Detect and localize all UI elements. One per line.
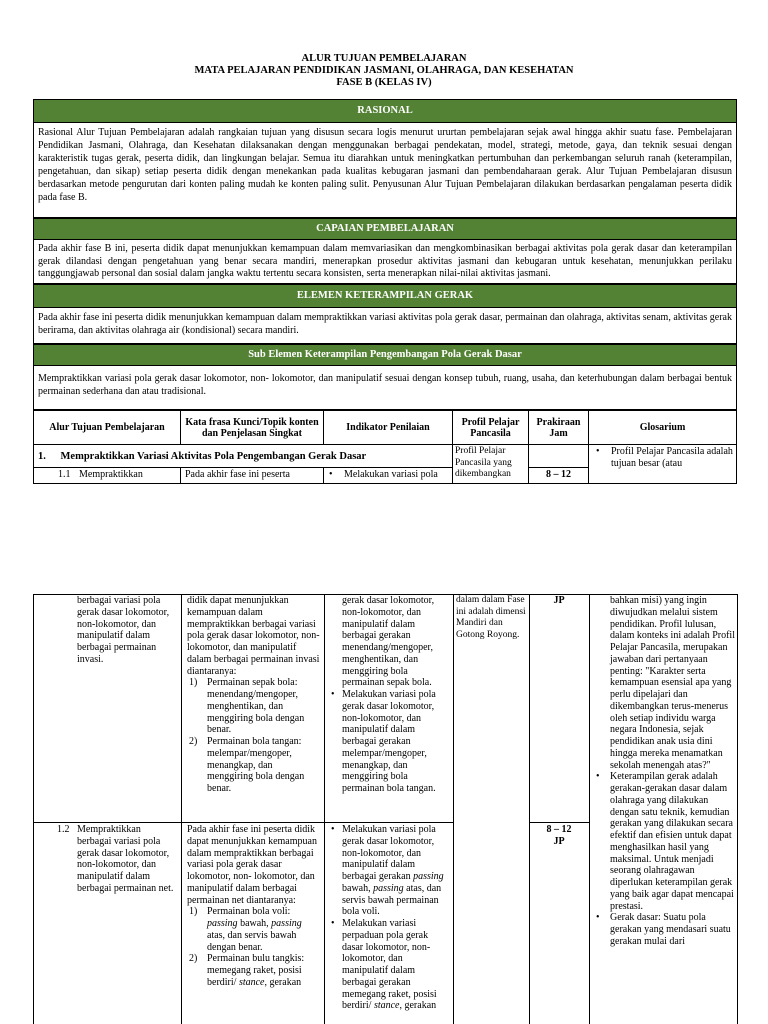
row-1-2-jam: [529, 824, 589, 848]
bullet-text: , gerakan: [399, 1000, 437, 1012]
kata-intro: Pada akhir fase ini peserta didik dapat menunjukkan kemampuan dalam mempraktikkan berbagai variasi pola gerak dasar lokomotor, non- lokomotor, dan manipulatif dalam berbagai permainan net diantaranya:: [187, 824, 317, 906]
item-number: 2): [189, 736, 198, 747]
col-line: [453, 594, 454, 1024]
item-text: atas, dan servis bawah dengan benar.: [207, 929, 297, 953]
rasional-heading: RASIONAL: [33, 99, 737, 123]
jam-range: 8 – 12: [546, 824, 572, 835]
row-number: 1.1: [58, 469, 71, 480]
row-1-1-kata-cont: [187, 595, 321, 795]
glosarium-bullet: • Profil Pelajar Pancasila adalah tujuan besar (atau: [593, 446, 734, 470]
page-2: [0, 594, 768, 1024]
col-line: [33, 594, 34, 1024]
rasional-text: Rasional Alur Tujuan Pembelajaran adalah rangkaian tujuan yang disusun secara logis menurut ururtan pembelajaran sejak awal hingga akhir suatu fase. Pembelajaran Pendidikan Jasmani, Olahraga, dan Kesehatan dilaksanakan dengan menggunakan berbagai pendekatan, model, strategi, metode, gaya, dan teknik sesuai dengan karakteristik tugas gerak, peserta didik, dan lingkungan belajar. Semua itu diarahkan untuk meningkatkan pertumbuhan dan perkembangan seluruh ranah (keterampilan, pengetahuan, dan sikap) setiap peserta didik dengan menekankan pada kualitas kebugaran jasmani dan pembendaharaan gerak. Alur Tujuan Pembelajaran disusun berdasarkan metode pengurutan dari konten paling mudah ke konten paling sulit. Penyusunan Alur Tujuan Pembelajaran dilakukan berdasarkan pengalaman peserta didik pada fase B.: [33, 123, 737, 218]
item-number: 1): [189, 677, 198, 689]
indikator-cont-text: gerak dasar lokomotor, non-lokomotor, dan manipulatif dalam berbagai gerakan menendang/mengoper, menghentikan, dan menggiring bola permainan sepak bola.: [342, 595, 435, 689]
section-number: 1.: [38, 451, 46, 462]
col-line: [529, 594, 530, 1024]
header-profil: Profil Pelajar Pancasila: [453, 410, 529, 445]
bullet-italic: passing: [413, 871, 444, 882]
bullet-text: Melakukan variasi perpaduan pola gerak dasar lokomotor, non-lokomotor, dan manipulatif dalam berbagai gerakan memegang raket, posisi berdiri/: [342, 918, 437, 1012]
bullet-text: bawah,: [342, 882, 374, 894]
kata-item: [187, 736, 321, 795]
header-prakiraan: Prakiraan Jam: [529, 410, 589, 445]
section-title: Mempraktikkan Variasi Aktivitas Pola Pengembangan Gerak Dasar: [60, 451, 367, 462]
profil-cont: dalam dalam Fase ini adalah dimensi Mandiri dan Gotong Royong.: [456, 595, 526, 640]
document-phase: FASE B (KELAS IV): [336, 77, 432, 88]
page-1: [0, 0, 768, 484]
header-kata-frasa: Kata frasa Kunci/Topik konten dan Penjelasan Singkat: [181, 410, 324, 445]
section-jam-empty: [529, 445, 589, 468]
row-1-1-jam: 8 – 12: [529, 468, 589, 484]
kata-item: [187, 953, 321, 988]
indikator-bullet: [328, 918, 450, 1012]
item-text: Permainan bola voli:: [207, 906, 291, 918]
row-1-2-kata: [187, 824, 321, 989]
section-row: [33, 445, 453, 468]
row-1-1-alur-cont: berbagai variasi pola gerak dasar lokomotor, non-lokomotor, dan manipulatif dalam berbagai permainan invasi.: [77, 595, 170, 665]
item-text: Permainan sepak bola: menendang/mengoper, menghentikan, dan menggiring bola dengan benar.: [207, 677, 305, 736]
col-line: [737, 594, 738, 1024]
item-italic: stance: [238, 976, 265, 988]
profil-start: Profil Pelajar Pancasila yang dikembangkan: [453, 445, 529, 484]
capaian-heading: CAPAIAN PEMBELAJARAN: [33, 218, 737, 240]
row-1-1-indikator-cont: [328, 595, 450, 795]
glosarium-cont-text: bahkan misi) yang ingin diwujudkan melalui sistem pendidikan. Profil lulusan, dalam konteks ini adalah Profil Pelajar Pancasila, merupakan jawaban dari pertanyaan penting: "Karakter serta kemampuan esensial apa yang perlu dipelajari dan dikembangkan terus-menerus oleh setiap individu warga negara Indonesia, sejak pendidikan anak usia dini hingga mereka menamatkan sekolah menengah atas?": [610, 595, 735, 771]
kata-item: [187, 906, 321, 953]
row-1-1-kata: Pada akhir fase ini peserta: [181, 468, 324, 484]
kata-intro: didik dapat menunjukkan kemampuan dalam mempraktikkan berbagai variasi pola gerak dasar lokomotor, non-lokomotor, dan manipulatif dalam berbagai permainan invasi diantaranya:: [187, 595, 320, 677]
row-1-2-number: 1.2: [57, 824, 70, 835]
item-text: Permainan bola tangan: melempar/mengoper, menangkap, dan menggiring bola dengan benar.: [207, 736, 305, 794]
col-line: [589, 594, 590, 1024]
bullet-italic: stance: [373, 1000, 400, 1012]
glosarium-bullet: • Keterampilan gerak adalah gerakan-gerakan dasar dalam olahraga yang dilakukan dengan satu teknik, kemudian gerakan yang dilakukan secara efektif dan efisien untuk dapat menghasilkan hasil yang maksimal. Untuk menjadi seorang olahragawan diperlukan keterampilan gerak yang baik agar dapat mencapai prestasi.: [593, 771, 736, 912]
header-indikator: Indikator Penilaian: [324, 410, 453, 445]
row-alur-text: Mempraktikkan: [79, 469, 143, 480]
elemen-heading: ELEMEN KETERAMPILAN GERAK: [33, 284, 737, 308]
bullet-italic: passing: [373, 882, 404, 894]
header-alur: Alur Tujuan Pembelajaran: [33, 410, 181, 445]
row-1-1-indikator: [324, 468, 453, 484]
row-1-1-alur: [33, 468, 181, 484]
jam-unit: JP: [553, 835, 565, 847]
row-1-2-alur: Mempraktikkan berbagai variasi pola gerak dasar lokomotor, non-lokomotor, dan manipulatif dalam berbagai permainan net.: [77, 824, 174, 894]
kata-item: [187, 677, 321, 736]
row-1-2-indikator: [328, 824, 450, 1012]
bullet-text: Melakukan variasi pola gerak dasar lokomotor, non-lokomotor, dan manipulatif dalam berbagai gerakan: [342, 824, 436, 882]
item-text: bawah,: [237, 918, 272, 929]
header-glosarium: Glosarium: [589, 410, 737, 445]
glosarium-start: [589, 445, 737, 484]
item-italic: passing: [271, 918, 302, 929]
sub-elemen-heading: Sub Elemen Keterampilan Pengembangan Pola Gerak Dasar: [33, 344, 737, 366]
glosarium-bullet: • Gerak dasar: Suatu pola gerakan yang mendasari suatu gerakan mulai dari: [593, 912, 736, 947]
row-divider: [33, 822, 454, 823]
row-1-1-jam-cont: JP: [553, 595, 565, 606]
item-text: , gerakan: [264, 976, 302, 988]
item-italic: passing: [207, 918, 238, 929]
indikator-bullet: • Melakukan variasi pola: [326, 469, 450, 481]
sub-elemen-text: Mempraktikkan variasi pola gerak dasar lokomotor, non- lokomotor, dan manipulatif sesuai dengan konsep tubuh, ruang, usaha, dan keterhubungan dalam berbagai bentuk permainan sederhana dan atau tradisional.: [33, 366, 737, 410]
document-subtitle: MATA PELAJARAN PENDIDIKAN JASMANI, OLAHRAGA, DAN KESEHATAN: [194, 65, 574, 76]
document-title: ALUR TUJUAN PEMBELAJARAN: [301, 53, 467, 64]
item-number: 1): [189, 906, 198, 918]
col-line: [181, 594, 182, 1024]
item-text: Permainan bulu tangkis: memegang raket, posisi berdiri/: [207, 953, 305, 988]
item-number: 2): [189, 953, 198, 965]
bullet-text: atas, dan servis bawah permainan bola voli.: [342, 882, 442, 918]
glosarium-cont: [593, 595, 736, 948]
indikator-bullet: [328, 824, 450, 918]
row-divider: [529, 822, 590, 823]
capaian-text: Pada akhir fase B ini, peserta didik dapat menunjukkan kemampuan dalam memvariasikan dan mengkombinasikan berbagai aktivitas pola gerak dasar dan keterampilan gerak dilandasi dengan pengetahuan yang benar secara mandiri, menerapkan prosedur aktivitas jasmani dan kebugaran untuk kesehatan, menunjukkan perilaku tanggungjawab personal dan sosial dalam jangka waktu tertentu secara konsisten, serta menerapkan nilai-nilai aktivitas jasmani.: [33, 240, 737, 284]
elemen-text: Pada akhir fase ini peserta didik menunjukkan kemampuan dalam mempraktikkan variasi aktivitas pola gerak dasar, permainan dan olahraga, aktivitas senam, aktivitas gerak berirama, dan aktivitas olahraga air (kondisional) secara mandiri.: [33, 308, 737, 344]
col-line: [324, 594, 325, 1024]
indikator-bullet: • Melakukan variasi pola gerak dasar lokomotor, non-lokomotor, dan manipulatif dalam berbagai gerakan melempar/mengoper, menangkap, dan menggiring bola permainan bola tangan.: [328, 689, 450, 795]
